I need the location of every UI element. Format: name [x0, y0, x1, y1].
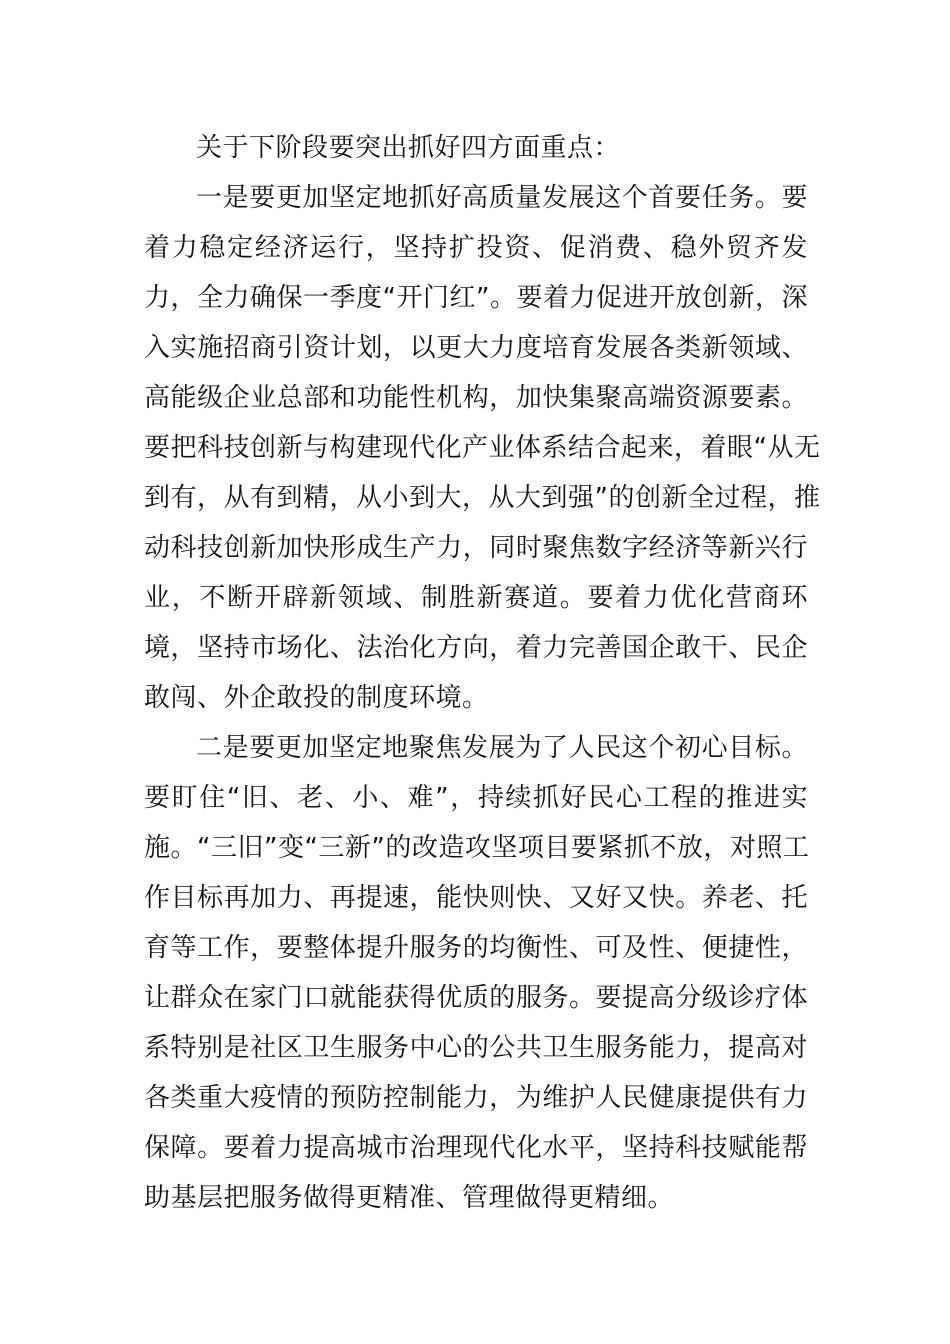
paragraph-2-line: 育等工作，要整体提升服务的均衡性、可及性、便捷性，: [144, 933, 808, 963]
paragraph-2-line: 作目标再加力、再提速，能快则快、又好又快。养老、托: [144, 883, 808, 913]
paragraph-2-line: 保障。要着力提高城市治理现代化水平，坚持科技赋能帮: [144, 1133, 808, 1163]
paragraph-2-line: 各类重大疫情的预防控制能力，为维护人民健康提供有力: [144, 1083, 808, 1113]
paragraph-2-line: 二是要更加坚定地聚焦发展为了人民这个初心目标。: [196, 733, 808, 763]
paragraph-1-line: 力，全力确保一季度“开门红”。要着力促进开放创新，深: [144, 283, 808, 313]
paragraph-2-line: 系特别是社区卫生服务中心的公共卫生服务能力，提高对: [144, 1033, 808, 1063]
paragraph-1-line: 敢闯、外企敢投的制度环境。: [144, 683, 489, 713]
paragraph-1-line: 入实施招商引资计划，以更大力度培育发展各类新领域、: [144, 333, 808, 363]
document-body: [144, 123, 821, 1223]
paragraph-1-line: 动科技创新加快形成生产力，同时聚焦数字经济等新兴行: [144, 533, 808, 563]
paragraph-2-line: 要盯住“旧、老、小、难”，持续抓好民心工程的推进实: [144, 783, 808, 813]
paragraph-1-line: 一是要更加坚定地抓好高质量发展这个首要任务。要: [196, 183, 808, 213]
paragraph-1-line: 高能级企业总部和功能性机构，加快集聚高端资源要素。: [144, 383, 808, 413]
paragraph-2-line: 施。“三旧”变“三新”的改造攻坚项目要紧抓不放，对照工: [144, 833, 810, 863]
paragraph-1-line: 到有，从有到精，从小到大，从大到强”的创新全过程，推: [144, 483, 821, 513]
paragraph-1-line: 境，坚持市场化、法治化方向，着力完善国企敢干、民企: [144, 633, 808, 663]
paragraph-1-line: 着力稳定经济运行，坚持扩投资、促消费、稳外贸齐发: [144, 233, 808, 263]
paragraph-1-line: 要把科技创新与构建现代化产业体系结合起来，着眼“从无: [144, 433, 821, 463]
intro-line: 关于下阶段要突出抓好四方面重点：: [196, 133, 621, 163]
paragraph-2-line: 让群众在家门口就能获得优质的服务。要提高分级诊疗体: [144, 983, 808, 1013]
paragraph-2-line: 助基层把服务做得更精准、管理做得更精细。: [144, 1183, 675, 1213]
paragraph-1-line: 业，不断开辟新领域、制胜新赛道。要着力优化营商环: [144, 583, 808, 613]
